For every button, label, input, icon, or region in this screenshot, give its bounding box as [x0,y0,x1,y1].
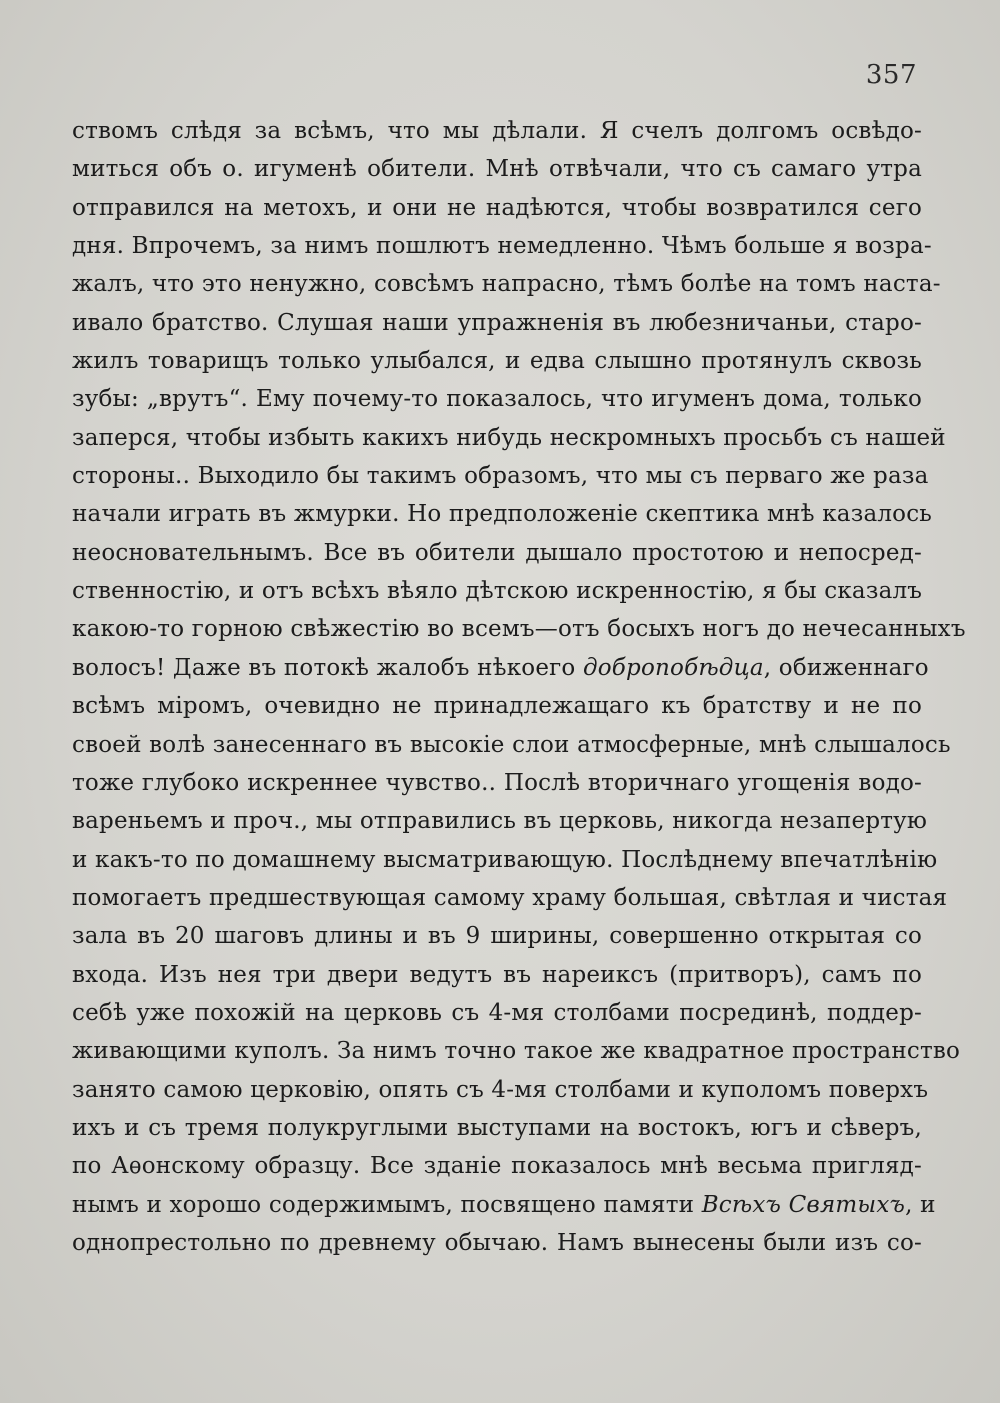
line-text-start: нымъ и хорошо содержимымъ, посвящено памяти [72,1191,702,1218]
line-text-end: , обиженнаго [763,654,929,681]
text-line: помогаетъ предшествующая самому храму большая, свѣтлая и чистая [72,884,948,911]
body-text [72,112,966,1262]
line-text-start: волосъ! Даже въ потокѣ жалобъ нѣкоего [72,654,583,681]
text-line: зубы: „врутъ“. Ему почему-то показалось, что игуменъ дома, только [72,386,922,413]
text-line: ивало братство. Слушая наши упражненія въ любезничаньи, старо- [72,309,922,336]
text-line: своей волѣ занесеннаго въ высокіе слои атмосферные, мнѣ слышалось [72,731,951,758]
text-line: зала въ 20 шаговъ длины и въ 9 ширины, совершенно открытая со [72,923,922,950]
text-line-with-italic [72,649,929,687]
page-number: 357 [865,60,917,90]
text-line: какою-то горною свѣжестію во всемъ—отъ босыхъ ногъ до нечесанныхъ [72,616,966,643]
text-line: занято самою церковію, опять съ 4-мя столбами и куполомъ поверхъ [72,1076,929,1103]
line-text-end: , и [905,1191,936,1218]
text-line: ствомъ слѣдя за всѣмъ, что мы дѣлали. Я счелъ долгомъ освѣдо- [72,118,922,144]
text-line: себѣ уже похожій на церковь съ 4-мя столбами посрединѣ, поддер- [72,999,922,1026]
text-line: ственностію, и отъ всѣхъ вѣяло дѣтскою искренностію, я бы сказалъ [72,578,923,605]
italic-title: Всѣхъ Святыхъ [701,1191,906,1218]
text-line: неосновательнымъ. Все въ обители дышало простотою и непосред- [72,539,922,566]
text-line: миться объ о. игуменѣ обители. Мнѣ отвѣчали, что съ самаго утра [72,156,922,183]
text-line-with-italic [72,1186,936,1224]
text-line: начали играть въ жмурки. Но предположеніе скептика мнѣ казалось [72,501,933,528]
text-line: вареньемъ и проч., мы отправились въ церковь, никогда незапертую [72,808,928,835]
text-line: ихъ и съ тремя полукруглыми выступами на востокъ, югъ и сѣверъ, [72,1114,922,1141]
text-line: дня. Впрочемъ, за нимъ пошлютъ немедленно. Чѣмъ больше я возра- [72,233,932,260]
text-line: и какъ-то по домашнему высматривающую. Послѣднему впечатлѣнію [72,846,938,873]
text-line: тоже глубоко искреннее чувство.. Послѣ вторичнаго угощенія водо- [72,769,922,796]
text-line: отправился на метохъ, и они не надѣются, чтобы возвратился сего [72,194,922,221]
text-line: жилъ товарищъ только улыбался, и едва слышно протянулъ сквозь [72,348,922,375]
text-line: входа. Изъ нея три двери ведутъ въ нареиксъ (притворъ), самъ по [72,961,922,988]
italic-word: добропобѣдца [582,654,764,681]
text-line: всѣмъ міромъ, очевидно не принадлежащаго къ братству и не по [72,693,922,720]
text-line: заперся, чтобы избыть какихъ нибудь нескромныхъ просьбъ съ нашей [72,424,946,451]
text-line: однопрестольно по древнему обычаю. Намъ вынесены были изъ со- [72,1229,922,1256]
text-line: по Аѳонскому образцу. Все зданіе показалось мнѣ весьма пригляд- [72,1153,922,1180]
text-line: жалъ, что это ненужно, совсѣмъ напрасно, тѣмъ болѣе на томъ наста- [72,271,941,298]
text-line: живающими куполъ. За нимъ точно такое же квадратное пространство [72,1038,961,1065]
text-line: стороны.. Выходило бы такимъ образомъ, что мы съ перваго же раза [72,463,929,490]
